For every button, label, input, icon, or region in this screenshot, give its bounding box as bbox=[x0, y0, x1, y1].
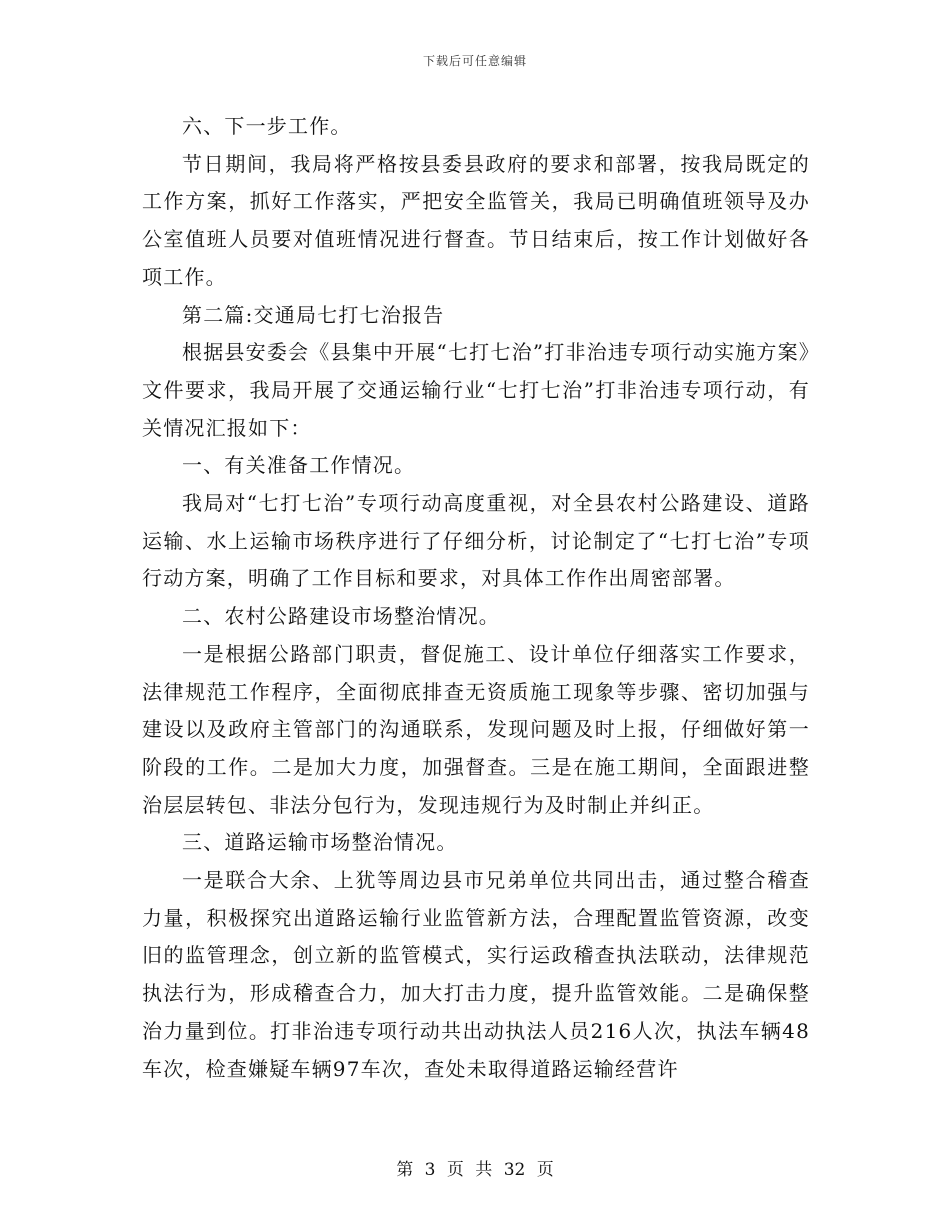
section-heading-next-steps: 六、下一步工作。 bbox=[182, 114, 352, 138]
section-heading-rural-roads: 二、农村公路建设市场整治情况。 bbox=[182, 604, 500, 629]
page-header-note: 下载后可任意编辑 bbox=[422, 54, 527, 68]
paragraph-rural-roads: 一是根据公路部门职责，督促施工、设计单位仔细落实工作要求，法律规范工作程序，全面彻底排查无资质施工现象等步骤、密切加强与建设以及政府主管部门的沟通联系，发现问题及时上报，仔细做好第一阶段的工作。二是加大力度，加强督查。三是在施工期间，全面跟进整治层层转包、非法分包行为，发现违规行为及时制止并纠正。 bbox=[142, 641, 810, 817]
article-title: 第二篇:交通局七打七治报告 bbox=[182, 302, 445, 327]
paragraph-preparation: 我局对“七打七治”专项行动高度重视，对全县农村公路建设、道路运输、水上运输市场秩序进行了仔细分析，讨论制定了“七打七治”专项行动方案，明确了工作目标和要求，对具体工作作出周密部署。 bbox=[142, 491, 810, 591]
section-heading-road-transport: 三、道路运输市场整治情况。 bbox=[182, 830, 458, 855]
paragraph-road-transport: 一是联合大余、上犹等周边县市兄弟单位共同出击，通过整合稽查力量，积极探究出道路运输行业监管新方法，合理配置监管资源，改变旧的监管理念，创立新的监管模式，实行运政稽查执法联动，法律规范执法行为，形成稽查合力，加大打击力度，提升监管效能。二是确保整治力量到位。打非治违专项行动共出动执法人员216人次，执法车辆48车次，检查嫌疑车辆97车次，查处未取得道路运输经营许 bbox=[142, 868, 810, 1081]
document-body bbox=[142, 108, 810, 1088]
paragraph-intro: 根据县安委会《县集中开展“七打七治”打非治违专项行动实施方案》文件要求，我局开展了交通运输行业“七打七治”打非治违专项行动，有关情况汇报如下： bbox=[142, 340, 810, 440]
page-number-footer: 第 3 页 共 32 页 bbox=[396, 1160, 554, 1180]
paragraph-holiday-plan: 节日期间，我局将严格按县委县政府的要求和部署，按我局既定的工作方案，抓好工作落实，严把安全监管关，我局已明确值班领导及办公室值班人员要对值班情况进行督查。节日结束后，按工作计划做好各项工作。 bbox=[142, 151, 810, 289]
section-heading-preparation: 一、有关准备工作情况。 bbox=[182, 453, 416, 478]
